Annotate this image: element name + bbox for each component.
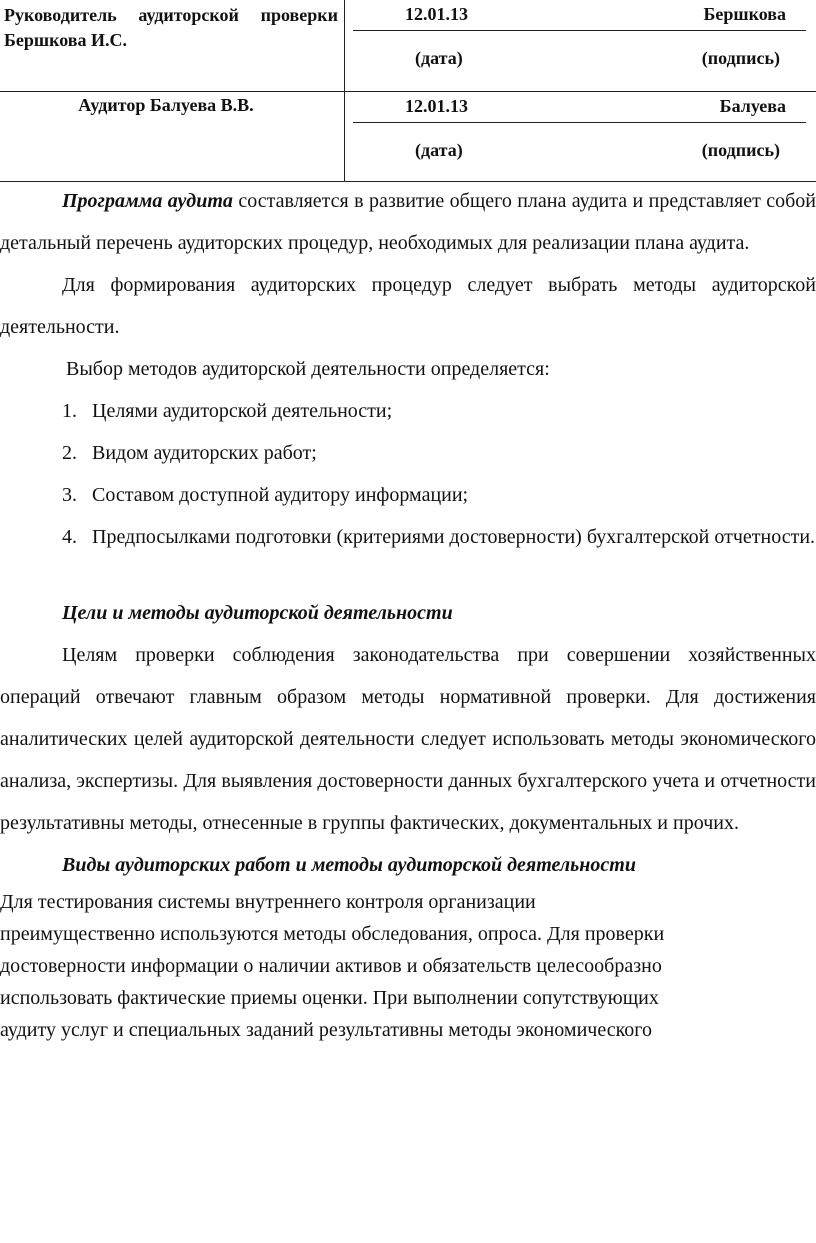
signature-row	[0, 0, 816, 92]
signature-value: Бершкова	[703, 4, 786, 24]
document-body	[0, 180, 816, 1046]
list-number: 2.	[62, 442, 77, 464]
role-label: Аудитор Балуева В.В.	[78, 95, 254, 115]
sign-cell	[345, 0, 816, 92]
criteria-list	[0, 390, 816, 558]
signature-caption: (подпись)	[701, 140, 780, 160]
signature-value: Балуева	[719, 96, 786, 116]
list-text: Видом аудиторских работ;	[92, 442, 317, 464]
signature-line	[353, 30, 806, 31]
date-value: 12.01.13	[405, 4, 468, 24]
paragraph-line: преимущественно используются методы обследования, опроса. Для проверки	[0, 923, 665, 945]
list-item	[0, 516, 816, 558]
paragraph-line: Для тестирования системы внутреннего контроля организации	[0, 891, 536, 913]
date-caption: (дата)	[415, 48, 463, 68]
list-text: Предпосылками подготовки (критериями достоверности) бухгалтерской отчетности.	[92, 526, 816, 548]
role-label: Руководитель аудиторской проверки Бершкова И.С.	[4, 5, 338, 50]
sign-cell	[345, 92, 816, 182]
section-heading: Цели и методы аудиторской деятельности	[62, 602, 453, 624]
date-value: 12.01.13	[405, 96, 468, 116]
paragraph-line: достоверности информации о наличии активов и обязательств целесообразно	[0, 955, 662, 977]
signature-table	[0, 0, 816, 182]
paragraph-selection: Выбор методов аудиторской деятельности определяется:	[66, 358, 550, 380]
date-caption: (дата)	[415, 140, 463, 160]
list-number: 4.	[62, 526, 77, 548]
intro-text: составляется в развитие общего плана аудита и представляет собой детальный перечень аудиторских процедур, необходимых для реализации плана аудита.	[0, 190, 816, 254]
paragraph-line: использовать фактические приемы оценки. При выполнении сопутствующих	[0, 987, 659, 1009]
intro-term: Программа аудита	[62, 190, 233, 212]
paragraph-line: аудиту услуг и специальных заданий результативны методы экономического	[0, 1019, 652, 1041]
signature-caption: (подпись)	[701, 48, 780, 68]
signature-row	[0, 92, 816, 182]
list-item	[0, 432, 816, 474]
list-number: 3.	[62, 484, 77, 506]
role-cell	[0, 92, 345, 182]
list-number: 1.	[62, 400, 77, 422]
paragraph-goals: Целям проверки соблюдения законодательства при совершении хозяйственных операций отвечают главным образом методы нормативной проверки. Для достижения аналитических целей аудиторской деятельности следует использовать методы экономического анализа, экспертизы. Для выявления достоверности данных бухгалтерского учета и отчетности результативны методы, отнесенные в группы фактических, документальных и прочих.	[0, 644, 816, 834]
list-item	[0, 390, 816, 432]
spacer	[0, 558, 816, 592]
intro-paragraph	[0, 180, 816, 264]
list-item	[0, 474, 816, 516]
section-heading: Виды аудиторских работ и методы аудиторской деятельности	[62, 854, 636, 876]
paragraph-methods: Для формирования аудиторских процедур следует выбрать методы аудиторской деятельности.	[0, 274, 816, 338]
list-text: Составом доступной аудитору информации;	[92, 484, 469, 506]
role-cell	[0, 0, 345, 92]
list-text: Целями аудиторской деятельности;	[92, 400, 393, 422]
signature-line	[353, 122, 806, 123]
